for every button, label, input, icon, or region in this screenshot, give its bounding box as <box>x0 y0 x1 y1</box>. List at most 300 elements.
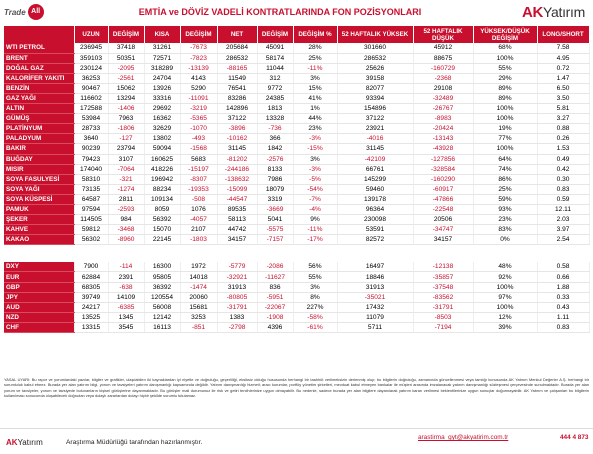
table-cell: 23794 <box>108 144 144 154</box>
table-cell: 31913 <box>337 282 413 292</box>
table-body <box>4 43 589 333</box>
table-cell: -8960 <box>108 235 144 245</box>
table-cell: -54% <box>293 184 337 194</box>
table-cell: 20506 <box>413 215 473 225</box>
akyatirim-logo <box>522 4 585 21</box>
table-cell: -2798 <box>217 322 257 332</box>
table-cell: -31791 <box>217 302 257 312</box>
column-header: DEĞİŞİM <box>257 26 293 43</box>
table-cell: 13315 <box>74 322 108 332</box>
table-cell: 82077 <box>337 83 413 93</box>
table-cell: -7194 <box>413 322 473 332</box>
table-cell: 48% <box>473 262 537 272</box>
table-cell: 7900 <box>74 262 108 272</box>
column-header <box>4 26 74 43</box>
table-cell: -638 <box>108 282 144 292</box>
table-cell: 230124 <box>74 63 108 73</box>
table-cell: 92% <box>473 272 537 282</box>
table-cell: 12.11 <box>537 205 589 215</box>
table-cell: 0.59 <box>537 194 589 204</box>
table-cell: -1908 <box>257 312 293 322</box>
table-cell: -10162 <box>217 134 257 144</box>
table-cell: 29108 <box>413 83 473 93</box>
table-cell: 64587 <box>74 194 108 204</box>
table-cell: -1568 <box>180 144 217 154</box>
table-cell: 1% <box>293 104 337 114</box>
table-cell: 9772 <box>257 83 293 93</box>
table-cell: 31145 <box>217 144 257 154</box>
table-cell: 93% <box>473 205 537 215</box>
table-cell: -3% <box>293 164 337 174</box>
table-cell: 12% <box>473 312 537 322</box>
table-cell: 68% <box>473 43 537 53</box>
footer-brand-ak: AK <box>6 438 18 447</box>
table-cell: 12142 <box>144 312 180 322</box>
table-cell: -3669 <box>257 205 293 215</box>
table-cell: 34157 <box>217 235 257 245</box>
table-cell: -60917 <box>413 184 473 194</box>
table-cell: -7% <box>293 194 337 204</box>
instrument-name: BUĞDAY <box>4 154 74 164</box>
table-row <box>4 292 589 302</box>
table-cell: 89535 <box>217 205 257 215</box>
page-title: EMTİA ve DÖVİZ VADELİ KONTRATLARINDA FON POZİSYONLARI <box>138 7 422 17</box>
column-header: DEĞİŞİM <box>180 26 217 43</box>
phone-number: 444 4 873 <box>560 434 589 441</box>
instrument-name: JPY <box>4 292 74 302</box>
table-cell: 59812 <box>74 225 108 235</box>
table-cell: 24217 <box>74 302 108 312</box>
table-cell: 1383 <box>217 312 257 322</box>
table-cell: 96364 <box>337 205 413 215</box>
table-cell: 16300 <box>144 262 180 272</box>
table-cell: 77% <box>473 134 537 144</box>
table-cell: 359103 <box>74 53 108 63</box>
logo-badge: All <box>28 4 44 20</box>
table-row <box>4 144 589 154</box>
table-cell: 0.83 <box>537 322 589 332</box>
instrument-name: DOĞAL GAZ <box>4 63 74 73</box>
table-cell: 68305 <box>74 282 108 292</box>
table-row <box>4 282 589 292</box>
table-cell: -15099 <box>217 184 257 194</box>
table-cell: 2.03 <box>537 215 589 225</box>
table-cell: 286532 <box>337 53 413 63</box>
table-cell: 16113 <box>144 322 180 332</box>
table-cell: -160290 <box>413 174 473 184</box>
table-cell: 142896 <box>217 104 257 114</box>
table-cell: 36253 <box>74 73 108 83</box>
footer-logo <box>6 438 43 447</box>
table-cell: 31261 <box>144 43 180 53</box>
table-cell: 3.50 <box>537 93 589 103</box>
table-cell: -42109 <box>337 154 413 164</box>
table-cell: 59% <box>473 194 537 204</box>
instrument-name: KAKAO <box>4 235 74 245</box>
column-header: YÜKSEK/DÜŞÜK DEĞİŞİM <box>473 26 537 43</box>
logo-text: Trade <box>4 7 26 17</box>
table-cell: 172588 <box>74 104 108 114</box>
table-cell: 145299 <box>337 174 413 184</box>
table-cell: 0.33 <box>537 292 589 302</box>
table-cell: -5951 <box>257 292 293 302</box>
table-row <box>4 104 589 114</box>
table-cell: 37418 <box>108 43 144 53</box>
instrument-name: BENZİN <box>4 83 74 93</box>
instrument-name: AUD <box>4 302 74 312</box>
table-cell: 15062 <box>108 83 144 93</box>
table-cell: 6.50 <box>537 83 589 93</box>
footer-brand-rest: Yatırım <box>17 438 43 447</box>
table-cell: -32921 <box>217 272 257 282</box>
table-cell: -2576 <box>257 154 293 164</box>
table-cell: 286532 <box>217 53 257 63</box>
table-cell: -2593 <box>108 205 144 215</box>
table-cell: 88234 <box>144 184 180 194</box>
table-cell: 97% <box>473 292 537 302</box>
table-cell: 56008 <box>144 302 180 312</box>
table-cell: 13525 <box>74 312 108 322</box>
instrument-name: BRENT <box>4 53 74 63</box>
table-cell: -44547 <box>217 194 257 204</box>
table-cell: 39158 <box>337 73 413 83</box>
instrument-name: KAHVE <box>4 225 74 235</box>
table-cell: 318289 <box>144 63 180 73</box>
table-row <box>4 205 589 215</box>
table-cell: 2.54 <box>537 235 589 245</box>
table-cell: -138632 <box>217 174 257 184</box>
table-cell: -2095 <box>108 63 144 73</box>
table-cell: 0.42 <box>537 164 589 174</box>
table-cell: 0.83 <box>537 184 589 194</box>
table-cell: -1806 <box>108 124 144 134</box>
instrument-name: GBP <box>4 282 74 292</box>
table-cell: 984 <box>108 215 144 225</box>
table-cell: -88165 <box>217 63 257 73</box>
table-cell: 196942 <box>144 174 180 184</box>
table-cell: 33316 <box>144 93 180 103</box>
table-cell: 100% <box>473 302 537 312</box>
table-cell: 160625 <box>144 154 180 164</box>
table-cell: -7157 <box>257 235 293 245</box>
table-cell: 24385 <box>257 93 293 103</box>
table-cell: 0% <box>473 235 537 245</box>
table-cell: 59460 <box>337 184 413 194</box>
instrument-name: PAMUK <box>4 205 74 215</box>
table-cell: -7673 <box>180 43 217 53</box>
table-cell: -4016 <box>337 134 413 144</box>
instrument-name: ALTIN <box>4 104 74 114</box>
table-cell: 1345 <box>108 312 144 322</box>
table-cell: 74% <box>473 164 537 174</box>
table-cell: -5% <box>293 174 337 184</box>
table-cell: 227% <box>293 302 337 312</box>
table-cell: 59094 <box>144 144 180 154</box>
table-cell: 3640 <box>74 134 108 144</box>
table-cell: 90239 <box>74 144 108 154</box>
table-cell: 174040 <box>74 164 108 174</box>
table-cell: 3.97 <box>537 225 589 235</box>
table-cell: 29% <box>473 73 537 83</box>
table-cell: -37548 <box>413 282 473 292</box>
table-cell: -1803 <box>180 235 217 245</box>
column-header: LONG/SHORT <box>537 26 589 43</box>
table-cell: 205684 <box>217 43 257 53</box>
table-cell: 58113 <box>217 215 257 225</box>
table-cell: -328584 <box>413 164 473 174</box>
table-cell: 13328 <box>257 114 293 124</box>
table-cell: 55% <box>293 272 337 282</box>
table-row <box>4 53 589 63</box>
table-cell: 4.95 <box>537 53 589 63</box>
table-cell: 89% <box>473 93 537 103</box>
column-header: KISA <box>144 26 180 43</box>
table-cell: -11091 <box>180 93 217 103</box>
table-cell: 0.49 <box>537 154 589 164</box>
table-cell: 100% <box>473 53 537 63</box>
table-row <box>4 174 589 184</box>
section-spacer <box>4 245 589 262</box>
table-cell: 7.58 <box>537 43 589 53</box>
table-cell: 312 <box>257 73 293 83</box>
table-row <box>4 194 589 204</box>
column-header: DEĞİŞİM % <box>293 26 337 43</box>
table-cell: 0.66 <box>537 272 589 282</box>
table-cell: 2391 <box>108 272 144 282</box>
table-cell: 18846 <box>337 272 413 282</box>
instrument-name: NZD <box>4 312 74 322</box>
table-cell: -3896 <box>217 124 257 134</box>
table-cell: -11627 <box>257 272 293 282</box>
table-cell: 25626 <box>337 63 413 73</box>
table-cell: -22067 <box>257 302 293 312</box>
table-cell: -4057 <box>180 215 217 225</box>
table-cell: 53591 <box>337 225 413 235</box>
table-cell: 55% <box>473 63 537 73</box>
table-cell: -13143 <box>413 134 473 144</box>
table-cell: 16497 <box>337 262 413 272</box>
table-cell: 37122 <box>217 114 257 124</box>
instrument-name: PLATİNYUM <box>4 124 74 134</box>
table-cell: -493 <box>180 134 217 144</box>
table-cell: -26767 <box>413 104 473 114</box>
table-cell: 15070 <box>144 225 180 235</box>
table-cell: 154896 <box>337 104 413 114</box>
table-cell: 5711 <box>337 322 413 332</box>
table-cell: -851 <box>180 322 217 332</box>
brand-rest: Yatırım <box>543 4 585 20</box>
table-cell: 8059 <box>144 205 180 215</box>
table-cell: 3107 <box>108 154 144 164</box>
instrument-name: EUR <box>4 272 74 282</box>
research-email-link[interactable]: arastirma_gyt@akyatirim.com.tr <box>418 434 509 441</box>
table-cell: 18079 <box>257 184 293 194</box>
table-cell: -127 <box>108 134 144 144</box>
table-cell: 17432 <box>337 302 413 312</box>
instrument-name: SOYA FASULYESİ <box>4 174 74 184</box>
table-cell: -114 <box>108 262 144 272</box>
table-cell: 15681 <box>180 302 217 312</box>
table-cell: 76541 <box>217 83 257 93</box>
table-cell: -1406 <box>108 104 144 114</box>
table-cell: 82572 <box>337 235 413 245</box>
table-cell: 3.27 <box>537 114 589 124</box>
table-cell: 7986 <box>257 174 293 184</box>
table-cell: 64% <box>473 154 537 164</box>
table-cell: -12138 <box>413 262 473 272</box>
table-cell: 100% <box>473 114 537 124</box>
table-cell: -61% <box>293 322 337 332</box>
table-cell: -736 <box>257 124 293 134</box>
table-cell: 56392 <box>144 215 180 225</box>
table-row <box>4 83 589 93</box>
table-cell: 16362 <box>144 114 180 124</box>
instrument-name: ŞEKER <box>4 215 74 225</box>
table-cell: -58% <box>293 312 337 322</box>
table-cell: -5779 <box>217 262 257 272</box>
table-cell: -11% <box>293 63 337 73</box>
table-cell: -3219 <box>180 104 217 114</box>
column-header: 52 HAFTALIK YÜKSEK <box>337 26 413 43</box>
table-cell: 24704 <box>144 73 180 83</box>
table-cell: 9% <box>293 215 337 225</box>
table-cell: 58174 <box>257 53 293 63</box>
table-row <box>4 184 589 194</box>
table-cell: 11549 <box>217 73 257 83</box>
table-cell: 86% <box>473 174 537 184</box>
table-cell: -15% <box>293 144 337 154</box>
table-cell: 139178 <box>337 194 413 204</box>
table-row <box>4 272 589 282</box>
instrument-name: SOYA YAĞI <box>4 184 74 194</box>
table-cell: 22145 <box>144 235 180 245</box>
table-row <box>4 134 589 144</box>
table-cell: 93394 <box>337 93 413 103</box>
positions-table <box>4 26 590 333</box>
table-cell: 66761 <box>337 164 413 174</box>
table-cell: 114505 <box>74 215 108 225</box>
table-cell: 44% <box>293 114 337 124</box>
table-cell: -7064 <box>108 164 144 174</box>
table-cell: 7963 <box>108 114 144 124</box>
table-cell: 3319 <box>257 194 293 204</box>
table-cell: -127856 <box>413 154 473 164</box>
table-cell: 836 <box>257 282 293 292</box>
table-cell: 11079 <box>337 312 413 322</box>
table-cell: -17% <box>293 235 337 245</box>
table-row <box>4 93 589 103</box>
table-cell: 45912 <box>413 43 473 53</box>
table-cell: -13139 <box>180 63 217 73</box>
table-cell: 5683 <box>180 154 217 164</box>
table-cell: -508 <box>180 194 217 204</box>
table-cell: 1842 <box>257 144 293 154</box>
table-cell: 13294 <box>108 93 144 103</box>
table-cell: 31913 <box>217 282 257 292</box>
table-cell: 1.88 <box>537 282 589 292</box>
table-cell: -8983 <box>413 114 473 124</box>
table-row <box>4 235 589 245</box>
table-row <box>4 215 589 225</box>
table-cell: 1.11 <box>537 312 589 322</box>
column-header: UZUN <box>74 26 108 43</box>
table-cell: 14018 <box>180 272 217 282</box>
table-cell: 41% <box>293 93 337 103</box>
table-cell: 23921 <box>337 124 413 134</box>
table-cell: 116602 <box>74 93 108 103</box>
table-row <box>4 154 589 164</box>
spacer-cell <box>4 245 589 262</box>
table-cell: 32629 <box>144 124 180 134</box>
table-cell: 120554 <box>144 292 180 302</box>
table-cell: 418226 <box>144 164 180 174</box>
table-row <box>4 312 589 322</box>
table-cell: 19% <box>473 124 537 134</box>
table-cell: -3468 <box>108 225 144 235</box>
table-cell: 36392 <box>144 282 180 292</box>
table-cell: -22548 <box>413 205 473 215</box>
table-cell: 4143 <box>180 73 217 83</box>
table-cell: 25% <box>473 184 537 194</box>
table-cell: 58310 <box>74 174 108 184</box>
table-cell: -2368 <box>413 73 473 83</box>
table-cell: -1070 <box>180 124 217 134</box>
instrument-name: CHF <box>4 322 74 332</box>
column-header: DEĞİŞİM <box>108 26 144 43</box>
table-cell: -80805 <box>217 292 257 302</box>
table-cell: 301660 <box>337 43 413 53</box>
table-cell: 0.43 <box>537 302 589 312</box>
table-cell: 1813 <box>257 104 293 114</box>
table-header-row <box>4 26 589 43</box>
table-cell: 88675 <box>413 53 473 63</box>
table-cell: 0.26 <box>537 134 589 144</box>
table-cell: 28% <box>293 43 337 53</box>
table-cell: 1972 <box>180 262 217 272</box>
table-cell: 34157 <box>413 235 473 245</box>
tradeall-logo <box>4 4 44 20</box>
table-cell: 25% <box>293 53 337 63</box>
instrument-name: BAKIR <box>4 144 74 154</box>
table-cell: -5365 <box>180 114 217 124</box>
footer-prepared-by: Araştırma Müdürlüğü tarafından hazırlanmıştır. <box>66 439 203 446</box>
table-cell: -81202 <box>217 154 257 164</box>
table-cell: -7823 <box>180 53 217 63</box>
table-row <box>4 124 589 134</box>
table-cell: -321 <box>108 174 144 184</box>
table-cell: -19353 <box>180 184 217 194</box>
table-cell: 56302 <box>74 235 108 245</box>
brand-ak: AK <box>521 4 544 21</box>
table-cell: -4% <box>293 205 337 215</box>
table-cell: -8503 <box>413 312 473 322</box>
table-cell: 366 <box>257 134 293 144</box>
instrument-name: MISIR <box>4 164 74 174</box>
table-cell: 39749 <box>74 292 108 302</box>
table-cell: -15197 <box>180 164 217 174</box>
table-cell: 31145 <box>337 144 413 154</box>
table-row <box>4 73 589 83</box>
table-cell: 3% <box>293 282 337 292</box>
table-cell: 62884 <box>74 272 108 282</box>
table-cell: 29692 <box>144 104 180 114</box>
table-cell: 3253 <box>180 312 217 322</box>
report-header <box>0 0 593 26</box>
report-footer <box>0 428 593 454</box>
table-cell: 11044 <box>257 63 293 73</box>
table-cell: -1474 <box>180 282 217 292</box>
table-cell: 53984 <box>74 114 108 124</box>
